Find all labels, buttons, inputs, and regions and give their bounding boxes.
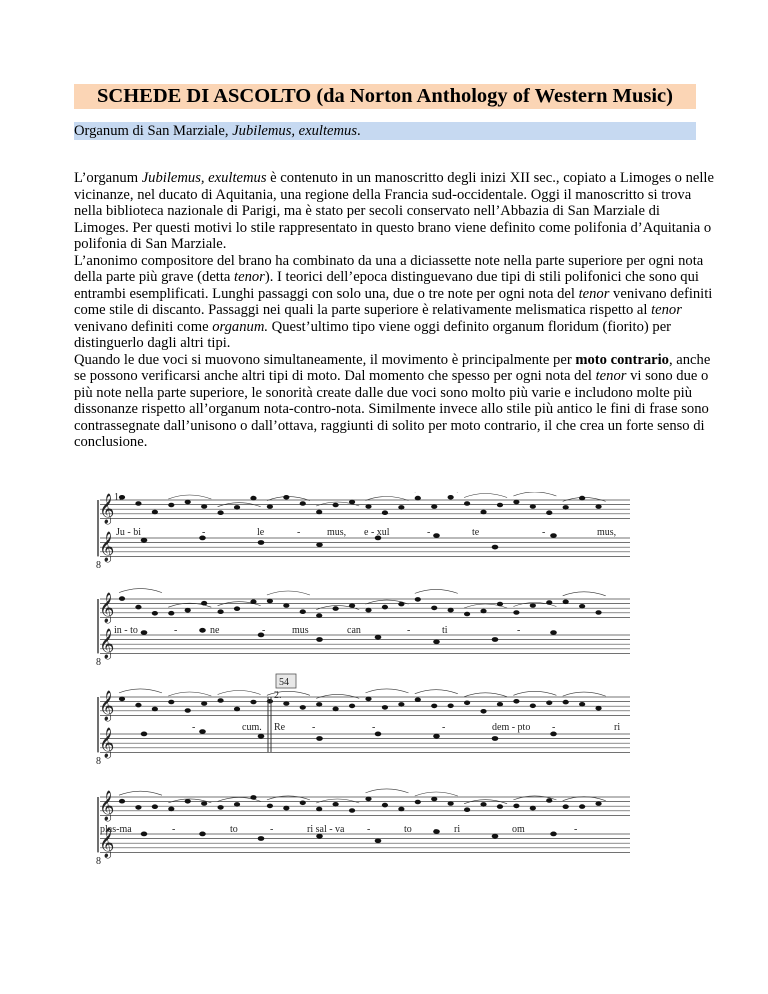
score-system4-melody-note (316, 807, 322, 812)
paragraph-2-text: venivano definiti come stile di discanto. Passaggi nei quali la parte superiore è relativamente melismatica rispetto al (74, 285, 713, 318)
score-system2-tenor-note (141, 630, 148, 635)
score-system1-melody-note (349, 500, 355, 505)
score-system3-lyric: Re (274, 722, 286, 733)
paragraph-1-text-cont: è contenuto in un manoscritto degli inizi XII sec., copiato a Limoges o nelle vicinanze, nel ducato di Aquitania, una regione della Francia sud-occidentale. Oggi il manoscritto si trova nella biblioteca nazionale di Parigi, ma è stato per secoli conservato nell’Abbazia di San Marziale di Limoges. Per questi motivi lo stile rappresentato in questo brano viene definito come polifonia d’Aquitania o polifonia di San Marziale. (74, 170, 714, 252)
piece-heading-prefix: Organum di San Marziale, (74, 123, 233, 139)
piece-heading (74, 122, 696, 140)
score-system2-slur (563, 592, 606, 596)
score-system3-melody-note (349, 704, 355, 709)
score-system1-lyric: Ju - bi (116, 527, 141, 538)
score-system3-upper-treble-clef: 𝄞 (99, 691, 115, 721)
term-moto-contrario: moto contrario (575, 351, 669, 368)
score-system4-lyric: om (512, 824, 525, 835)
score-system3-melody-note (152, 707, 158, 712)
score-system1-lyric: - (542, 527, 546, 538)
score-system1-tenor-note (433, 533, 440, 538)
term-organum: organum. (212, 318, 269, 335)
score-system1-melody-note (168, 503, 174, 508)
score-system4-slur (267, 796, 310, 800)
score-system2-lower-treble-clef: 𝄞 (99, 629, 115, 659)
score-system2-melody-note (234, 606, 240, 611)
score-system3-melody-note (563, 700, 569, 705)
paragraph-2-text: ). I teorici dell’epoca distinguevano due tipi di stili polifonici che sono qui entrambi esemplificati. Lunghi passaggi con solo una, due o tre note per ogni nota del (74, 269, 699, 302)
score-system3-melody-note (250, 700, 256, 705)
score-system2-melody-note (185, 608, 191, 613)
score-system3-tenor-note (316, 736, 323, 741)
score-system2-melody-note (513, 610, 519, 615)
score-system2-melody-note (563, 600, 569, 605)
score-system1-melody-note (398, 505, 404, 510)
score-system4-slur (415, 792, 458, 796)
piece-heading-work: Jubilemus, exultemus (232, 123, 358, 139)
score-system4-slur (316, 799, 359, 803)
score-system1-melody-note (464, 501, 470, 506)
score-system4-melody-note (234, 802, 240, 807)
score-system2-lyric: ne (210, 625, 220, 636)
score-system2-melody-note (135, 605, 141, 610)
body-text (74, 170, 714, 451)
score-system2-melody-note (283, 603, 289, 608)
score-system4-upper-treble-clef: 𝄞 (99, 791, 115, 821)
score-system2-melody-note (546, 600, 552, 605)
score-system4-melody-note (415, 800, 421, 805)
score-system1-tenor-note (258, 540, 265, 545)
score-system3-melody-note (595, 706, 601, 711)
score-system2-slur (119, 589, 162, 593)
score-system1-lower-treble-clef: 𝄞 (99, 532, 115, 562)
score-system1-melody-note (267, 504, 273, 509)
score-system1-melody-note (185, 500, 191, 505)
score-system2-melody-note (579, 604, 585, 609)
score-system3-slur (119, 689, 162, 693)
score-system4-lyric: - (172, 824, 176, 835)
score-system4-slur (366, 789, 409, 793)
paragraph-1 (74, 170, 714, 253)
score-system2-melody-note (431, 606, 437, 611)
score-system3-melody-note (333, 707, 339, 712)
score-system4-melody-note (333, 802, 339, 807)
score-system4-lyric: - (434, 824, 438, 835)
score-system4-lyric: to (230, 824, 238, 835)
score-system3-slur (366, 689, 409, 693)
score-system3-tenor-note (258, 734, 265, 739)
score-system4-melody-note (201, 801, 207, 806)
score-system3-melody-note (530, 704, 536, 709)
score-system3-lyric: - (372, 722, 376, 733)
score-system4-melody-note (448, 801, 454, 806)
paragraph-3-text: Quando le due voci si muovono simultaneamente, il movimento è principalmente per (74, 351, 576, 368)
score-system3-melody-note (316, 702, 322, 707)
score-system2-tenor-note (199, 628, 206, 633)
score-system2-melody-note (595, 610, 601, 615)
score-system1-melody-note (300, 501, 306, 506)
score-system3-melody-note (168, 700, 174, 705)
score-system3-melody-note (283, 701, 289, 706)
score-system1-melody-note (579, 496, 585, 501)
score-system2-tenor-note (316, 637, 323, 642)
score-system1-lyric: le (257, 527, 265, 538)
score-system4-melody-note (365, 797, 371, 802)
score-system3-lyric: ri (614, 722, 621, 733)
score-system2-melody-note (201, 601, 207, 606)
score-system3-slur (513, 691, 556, 695)
score-system4-melody-note (135, 805, 141, 810)
paragraph-3 (74, 352, 714, 451)
score-system1-melody-note (234, 505, 240, 510)
score-system1-lyric: mus, (327, 527, 347, 538)
paragraph-2-text: L’anonimo compositore del brano ha combinato da una a diciassette note nella parte superiore per ogni nota della parte più grave (detta (74, 252, 704, 285)
score-system1-melody-note (283, 495, 289, 500)
score-system2-slur (267, 591, 310, 595)
score-system2-lyric: - (262, 625, 266, 636)
score-system2-lyric: in - to (114, 625, 138, 636)
music-score (92, 492, 638, 892)
score-system2-melody-note (382, 605, 388, 610)
score-system4-melody-note (300, 801, 306, 806)
measure-number: 54 (279, 677, 289, 688)
score-system4-lyric: plas-ma (100, 824, 132, 835)
score-system3-melody-note (234, 707, 240, 712)
score-system2-upper-treble-clef: 𝄞 (99, 593, 115, 623)
score-system2-melody-note (267, 599, 273, 604)
score-system3-melody-note (398, 702, 404, 707)
score-system4-lyric: - (574, 824, 578, 835)
score-system3-slur (168, 692, 211, 696)
score-system3-tenor-note (375, 732, 382, 737)
score-system4-lyric: - (270, 824, 274, 835)
score-system3-slur (563, 692, 606, 696)
term-tenor: tenor (578, 285, 610, 302)
score-system4-lyric: to (404, 824, 412, 835)
score-system3-melody-note (431, 704, 437, 709)
score-system3-melody-note (135, 703, 141, 708)
score-system2-melody-note (398, 602, 404, 607)
score-system4-melody-note (579, 804, 585, 809)
score-system1-slur (168, 495, 211, 499)
score-system2-tenor-note (492, 637, 499, 642)
score-system4-melody-note (464, 807, 470, 812)
score-system4-lyric: ri sal - va (307, 824, 345, 835)
score-system2-lyric: ti (442, 625, 448, 636)
score-system1-melody-note (530, 504, 536, 509)
score-system3-lyric: dem - pto (492, 722, 531, 733)
score-system2-melody-note (250, 599, 256, 604)
score-system4-melody-note (480, 802, 486, 807)
score-system3-melody-note (415, 697, 421, 702)
score-system1-melody-note (448, 495, 454, 500)
score-system1-melody-note (497, 503, 503, 508)
score-system4-tenor-note (258, 836, 265, 841)
score-system2-tenor-note (550, 630, 557, 635)
score-system4-melody-note (546, 798, 552, 803)
score-system3-lyric: - (552, 722, 556, 733)
score-system2-lyric: mus (292, 625, 309, 636)
score-system4-slur (119, 791, 162, 795)
paragraph-1-work-title: Jubilemus, exultemus (141, 170, 267, 186)
score-system4-melody-note (152, 804, 158, 809)
score-system2-melody-note (448, 608, 454, 613)
score-system2-lyric: - (174, 625, 178, 636)
score-system1-lyric: te (472, 527, 480, 538)
score-system3-melody-note (185, 708, 191, 713)
score-system2-melody-note (497, 602, 503, 607)
score-system3-tenor-note (141, 732, 148, 737)
score-system2-melody-note (415, 597, 421, 602)
paragraph-3-text: vi sono due o più note nella parte superiore, le sonorità create dalle due voci sono molto più varie e includono molte più dissonanze rispetto all’organum nota-contro-nota. Similmente invece allo stile più antico le fini di frase sono contrassegnate dall’unisono o dall’ottava, raggiunti di solito per moto contrario, il che crea un forte senso di conclusione. (74, 368, 709, 450)
score-system3-melody-note (201, 701, 207, 706)
score-system4-lyric: - (367, 824, 371, 835)
score-system1-melody-note (152, 510, 158, 515)
paragraph-1-text: L’organum (74, 170, 142, 186)
score-system2-melody-note (464, 612, 470, 617)
score-system1-melody-note (218, 510, 224, 515)
score-system1-lyric: e - xul (364, 527, 390, 538)
score-system4-melody-note (497, 804, 503, 809)
score-system3-melody-note (119, 697, 125, 702)
score-system1-melody-note (415, 496, 421, 501)
score-system2-melody-note (530, 603, 536, 608)
score-system4-melody-note (563, 804, 569, 809)
score-system4-melody-note (398, 807, 404, 812)
score-system4-tenor-note (375, 838, 382, 843)
score-system1-melody-note (382, 510, 388, 515)
score-system4-octave-mark: 8 (96, 856, 101, 867)
score-system2-melody-note (119, 596, 125, 601)
score-system1-tenor-note (141, 538, 148, 543)
score-system4-melody-note (595, 801, 601, 806)
paragraph-2-text: venivano definiti come (74, 318, 213, 335)
score-system4-tenor-note (550, 832, 557, 837)
score-system4-melody-note (382, 803, 388, 808)
score-system1-melody-note (513, 500, 519, 505)
score-system2-tenor-note (433, 639, 440, 644)
score-system1-lyric: mus, (597, 527, 617, 538)
score-system4-melody-note (218, 805, 224, 810)
score-system1-melody-note (250, 496, 256, 501)
score-system3-melody-note (497, 702, 503, 707)
score-system1-upper-treble-clef: 𝄞 (99, 494, 115, 524)
score-system1-melody-note (365, 504, 371, 509)
score-system1-melody-note (333, 503, 339, 508)
score-system2-melody-note (316, 613, 322, 618)
score-system3-melody-note (300, 705, 306, 710)
score-system3-tenor-note (199, 729, 206, 734)
score-system3-melody-note (480, 709, 486, 714)
score-system2-melody-note (152, 611, 158, 616)
score-system3-melody-note (464, 701, 470, 706)
score-system4-tenor-note (199, 832, 206, 837)
term-tenor: tenor (651, 302, 682, 318)
score-system3-lyric: - (192, 722, 196, 733)
score-system2-tenor-note (375, 635, 382, 640)
score-system3-octave-mark: 8 (96, 756, 101, 767)
score-system3-melody-note (579, 702, 585, 707)
score-system2-melody-note (349, 603, 355, 608)
paragraph-2-text: Quest’ultimo tipo viene oggi definito organum floridum (fiorito) per distinguerlo dagli altri tipi. (74, 318, 672, 351)
score-system2-lyric: - (517, 625, 521, 636)
page-title-text: SCHEDE DI ASCOLTO (da Norton Anthology of Western Music) (97, 85, 673, 107)
score-system4-lower-treble-clef: 𝄞 (99, 828, 115, 858)
score-system1-melody-note (595, 504, 601, 509)
score-system2-lyric: can (347, 625, 361, 636)
score-system4-melody-note (119, 799, 125, 804)
score-system2-octave-mark: 8 (96, 657, 101, 668)
score-system4-lyric: ri (454, 824, 461, 835)
score-system1-slur (464, 494, 507, 498)
score-system1-slur (513, 492, 556, 496)
score-system4-melody-note (250, 795, 256, 800)
score-system2-melody-note (218, 609, 224, 614)
term-tenor: tenor (595, 368, 627, 384)
score-system3-melody-note (382, 705, 388, 710)
score-system3-tenor-note (492, 736, 499, 741)
score-system4-melody-note (349, 808, 355, 813)
score-system1-octave-mark: 8 (96, 560, 101, 571)
page-title (74, 84, 696, 109)
score-system1-melody-note (563, 505, 569, 510)
score-system1-tenor-note (550, 533, 557, 538)
score-system4-melody-note (185, 799, 191, 804)
score-system4-melody-note (267, 804, 273, 809)
score-system1-lyric: - (202, 527, 206, 538)
section-number-2: 2. (274, 690, 282, 701)
score-system3-slur (316, 694, 359, 698)
score-system3-melody-note (448, 704, 454, 709)
score-system1-melody-note (316, 510, 322, 515)
score-system3-slur (464, 693, 507, 697)
score-system4-tenor-note (141, 832, 148, 837)
score-system4-melody-note (168, 807, 174, 812)
score-system1-melody-note (431, 504, 437, 509)
piece-heading-suffix: . (357, 123, 361, 139)
score-system3-lyric: - (442, 722, 446, 733)
score-system4-tenor-note (492, 834, 499, 839)
score-system2-melody-note (333, 606, 339, 611)
score-system2-slur (415, 589, 458, 593)
score-system3-slur (218, 691, 261, 695)
score-system1-melody-note (135, 501, 141, 506)
score-system2-lyric: - (407, 625, 411, 636)
score-system4-melody-note (431, 797, 437, 802)
score-system4-melody-note (283, 806, 289, 811)
score-system1-melody-note (546, 510, 552, 515)
score-system2-melody-note (365, 608, 371, 613)
term-tenor: tenor (234, 269, 265, 285)
paragraph-2 (74, 253, 714, 352)
score-system3-slur (415, 690, 458, 694)
score-system1-melody-note (480, 510, 486, 515)
score-system3-lyric: cum. (242, 722, 262, 733)
score-system3-melody-note (513, 699, 519, 704)
score-system3-melody-note (365, 697, 371, 702)
score-system2-melody-note (480, 609, 486, 614)
score-system2-melody-note (300, 609, 306, 614)
score-system3-melody-note (218, 698, 224, 703)
score-system1-lyric: - (297, 527, 301, 538)
score-system1-tenor-note (492, 545, 499, 550)
score-system1-tenor-note (316, 542, 323, 547)
score-system1-lyric: - (427, 527, 431, 538)
score-system4-melody-note (530, 806, 536, 811)
score-system1-melody-note (201, 504, 207, 509)
score-system3-lower-treble-clef: 𝄞 (99, 728, 115, 758)
section-number-1: 1. (114, 492, 122, 503)
paragraph-3-text: , anche se possono verificarsi anche altri tipi di moto. Dal momento che spesso per ogni nota del (74, 351, 711, 384)
score-system3-tenor-note (433, 734, 440, 739)
score-system4-melody-note (513, 804, 519, 809)
score-system2-melody-note (168, 611, 174, 616)
score-system3-melody-note (546, 701, 552, 706)
score-system3-lyric: - (312, 722, 316, 733)
